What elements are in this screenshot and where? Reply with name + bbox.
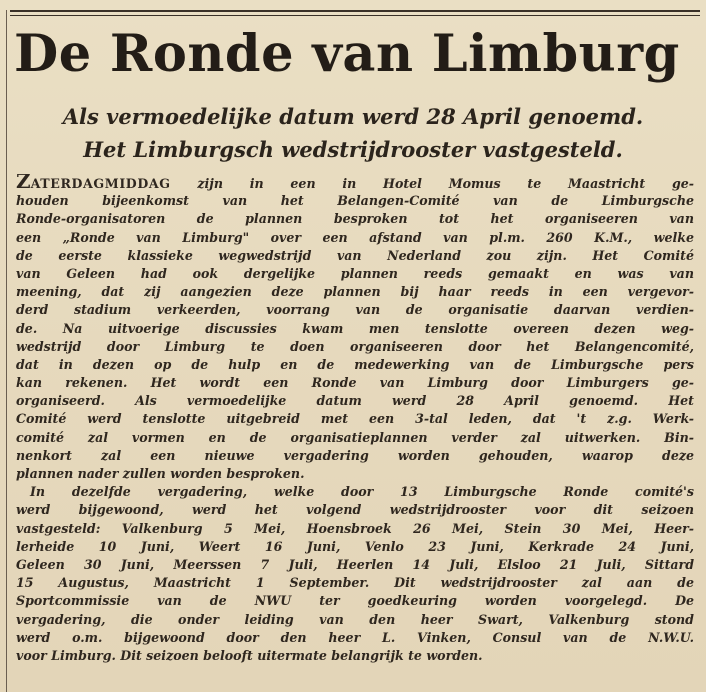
headline: De Ronde van Limburg — [14, 24, 680, 84]
body-line: Comité werd tenslotte uitgebreid met een 3-tal leden, dat 't z.g. Werk- — [16, 411, 694, 427]
body-line: meening, dat zij aangezien deze plannen bij haar reeds in een vergevor- — [16, 284, 694, 300]
body-line: lerheide 10 Juni, Weert 16 Juni, Venlo 23 Juni, Kerkrade 24 Juni, — [16, 538, 694, 554]
body-line: Sportcommissie van de NWU ter goedkeuring worden voorgelegd. De — [16, 593, 694, 609]
article-body — [16, 174, 694, 665]
body-line-text: zijn in een in Hotel Momus te Maastricht ge- — [170, 176, 694, 191]
body-line: de eerste klassieke wegwedstrijd van Nederland zou zijn. Het Comité — [16, 247, 694, 263]
body-line: dat in dezen op de hulp en de medewerking van de Limburgsche pers — [16, 356, 694, 372]
body-line: 15 Augustus, Maastricht 1 September. Dit wedstrijdrooster zal aan de — [16, 575, 694, 591]
subheadline-schedule: Het Limburgsch wedstrijdrooster vastgesteld. — [83, 137, 623, 162]
body-line: organiseerd. Als vermoedelijke datum werd 28 April genoemd. Het — [16, 393, 694, 409]
body-line: werd o.m. bijgewoond door den heer L. Vinken, Consul van de N.W.U. — [16, 629, 694, 645]
body-line: nenkort zal een nieuwe vergadering worden gehouden, waarop deze — [16, 447, 694, 463]
body-line: In dezelfde vergadering, welke door 13 Limburgsche Ronde comité's — [30, 484, 694, 500]
body-line: derd stadium verkeerden, voorrang van de organisatie daarvan verdien- — [16, 302, 694, 318]
body-line: de. Na uitvoerige discussies kwam men tenslotte overeen dezen weg- — [16, 320, 694, 336]
body-line: comité zal vormen en de organisatieplannen verder zal uitwerken. Bin- — [16, 429, 694, 445]
body-line: werd bijgewoond, werd het volgend wedstrijdrooster voor dit seizoen — [16, 502, 694, 518]
top-rule — [10, 10, 700, 12]
body-line: plannen nader zullen worden besproken. — [16, 466, 305, 481]
body-line: voor Limburg. Dit seizoen belooft uitermate belangrijk te worden. — [16, 647, 483, 663]
body-line: wedstrijd door Limburg te doen organiseeren door het Belangencomité, — [16, 338, 694, 354]
subheadline-date: Als vermoedelijke datum werd 28 April genoemd. — [62, 104, 644, 129]
body-line: Ronde-organisatoren de plannen besproken tot het organiseeren van — [16, 211, 694, 227]
body-line: van Geleen had ook dergelijke plannen reeds gemaakt en was van — [16, 265, 694, 281]
body-line: vergadering, die onder leiding van den heer Swart, Valkenburg stond — [16, 611, 694, 627]
body-line — [16, 174, 694, 192]
body-line: een „Ronde van Limburg" over een afstand van pl.m. 260 K.M., welke — [16, 229, 694, 245]
body-line: houden bijeenkomst van het Belangen-Comité van de Limburgsche — [16, 193, 694, 209]
top-rule-thin — [10, 15, 700, 16]
body-line: Geleen 30 Juni, Meerssen 7 Juli, Heerlen 14 Juli, Elsloo 21 Juli, Sittard — [16, 556, 694, 572]
drop-cap: Z — [16, 174, 31, 193]
body-line: kan rekenen. Het wordt een Ronde van Limburg door Limburgers ge- — [16, 375, 694, 391]
body-line: vastgesteld: Valkenburg 5 Mei, Hoensbroek 26 Mei, Stein 30 Mei, Heer- — [16, 520, 694, 536]
lead-caps: ATERDAGMIDDAG — [30, 176, 171, 191]
